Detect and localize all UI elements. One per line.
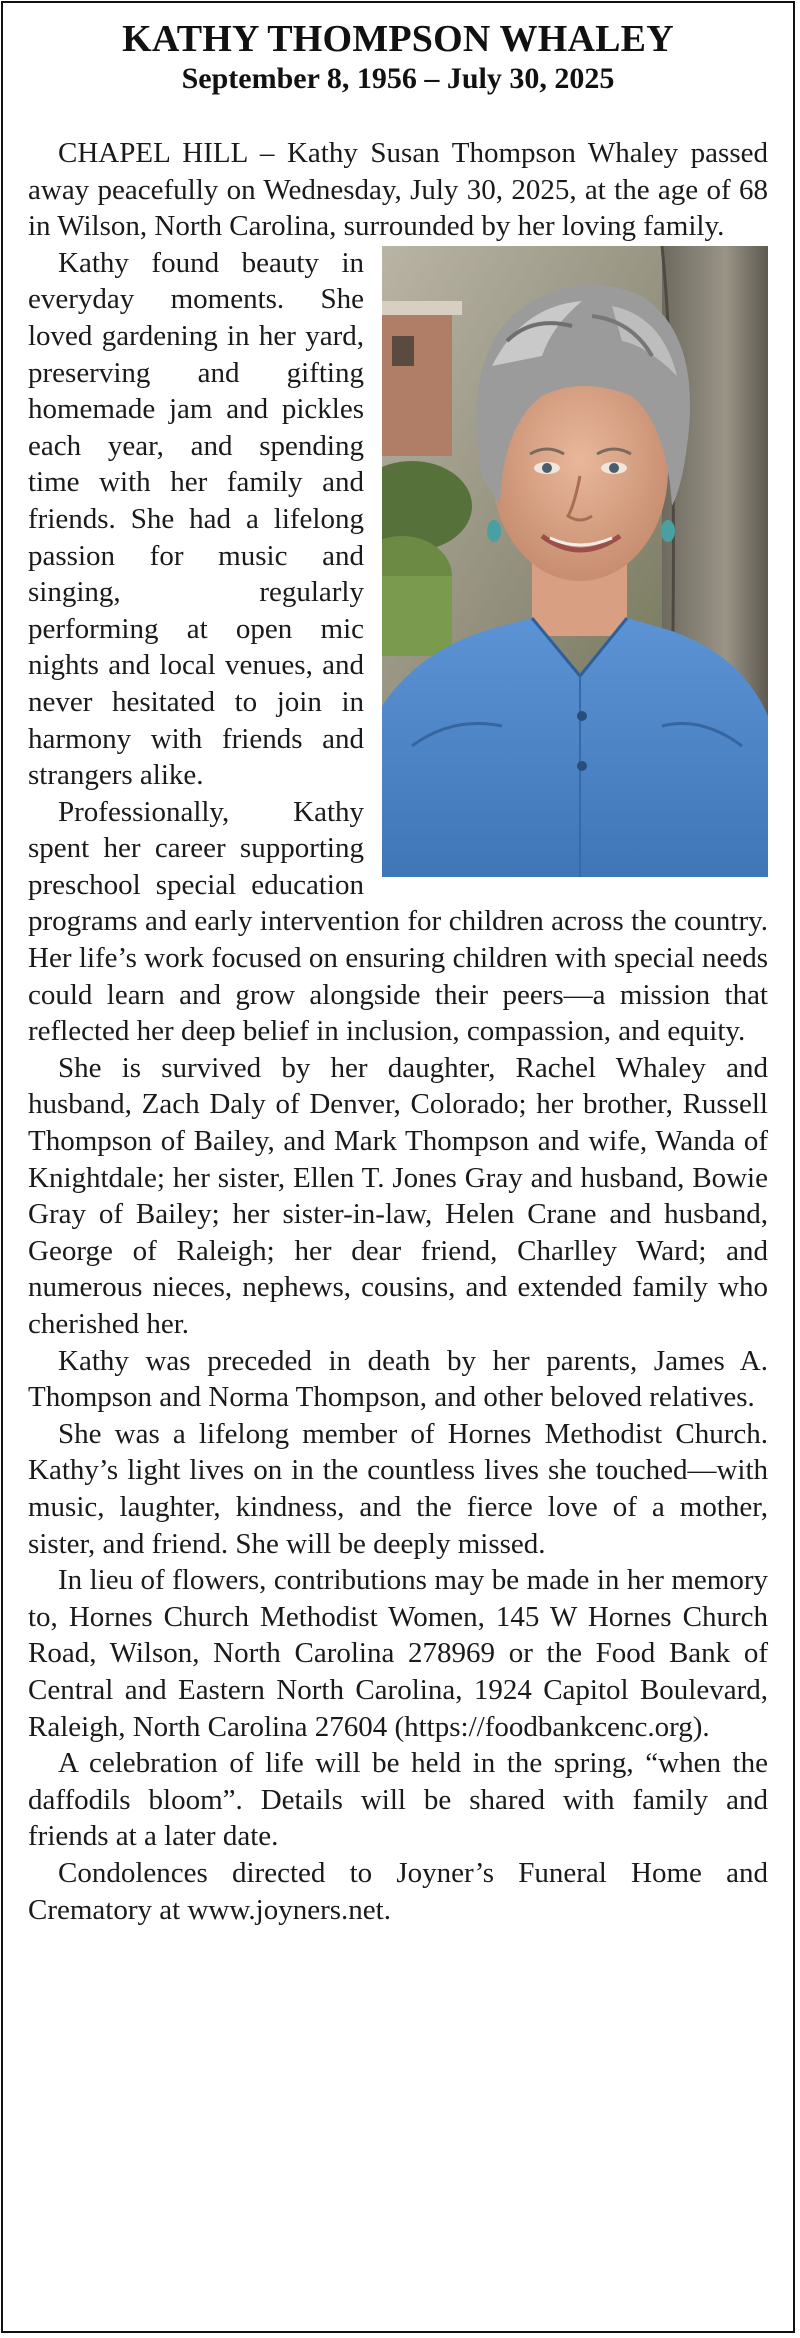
paragraph-survivors: She is survived by her daughter, Rachel Whaley and husband, Zach Daly of Denver, Colorado; her brother, Russell Thompson of Bailey, and Mark Thompson and wife, Wanda of Knightdale; her sister, Ellen T. Jones Gray and husband, Bowie Gray of Bailey; her sister-in-law, Helen Crane and husband, George of Raleigh; her dear friend, Charlley Ward; and numerous nieces, nephews, cousins, and extended family who cherished her.	[28, 1051, 768, 1340]
paragraph-hobbies: Kathy found beauty in everyday moments. She loved gardening in her yard, preserving and gifting homemade jam and pickles each year, and spending time with her family and friends. She had a lifelong passion for music and singing, regularly performing at open mic nights and local venues, and never hesitated to join in harmony with friends and strangers alike.	[28, 246, 364, 792]
portrait-image	[382, 246, 768, 877]
paragraph-career: Professionally, Kathy spent her career supporting preschool special education programs and early intervention for children across the country. Her life’s work focused on ensuring children with special needs could learn and grow alongside their peers—a mission that reflected her deep belief in inclusion, compassion, and equity.	[28, 795, 768, 1048]
life-dates: September 8, 1956 – July 30, 2025	[181, 62, 615, 95]
paragraph-memorials: In lieu of flowers, contributions may be made in her memory to, Hornes Church Methodist Women, 145 W Hornes Church Road, Wilson, North Carolina 278969 or the Food Bank of Central and Eastern North Carolina, 1924 Capitol Boulevard, Raleigh, North Carolina 27604 (https://foodbankcenc.org).	[28, 1564, 768, 1743]
paragraph-intro	[28, 135, 768, 245]
paragraph-celebration: A celebration of life will be held in the spring, “when the daffodils bloom”. Details will be shared with family and friends at a later date.	[28, 1747, 768, 1853]
obituary-frame	[1, 1, 795, 2333]
intro-text: CHAPEL HILL – Kathy Susan Thompson Whaley passed away peacefully on Wednesday, July 30, 2025, at the age of 68 in Wilson, North Carolina, surrounded by her loving family.	[28, 137, 768, 243]
deceased-name: KATHY THOMPSON WHALEY	[122, 18, 674, 60]
portrait-photo	[382, 246, 768, 877]
obituary-body	[3, 135, 793, 1928]
paragraph-preceded: Kathy was preceded in death by her parents, James A. Thompson and Norma Thompson, and other beloved relatives.	[28, 1344, 768, 1414]
paragraph-condolences: Condolences directed to Joyner’s Funeral Home and Crematory at www.joyners.net.	[28, 1856, 768, 1926]
obituary-header	[3, 3, 793, 97]
paragraph-church: She was a lifelong member of Hornes Methodist Church. Kathy’s light lives on in the countless lives she touched—with music, laughter, kindness, and the fierce love of a mother, sister, and friend. She will be deeply missed.	[28, 1417, 768, 1560]
